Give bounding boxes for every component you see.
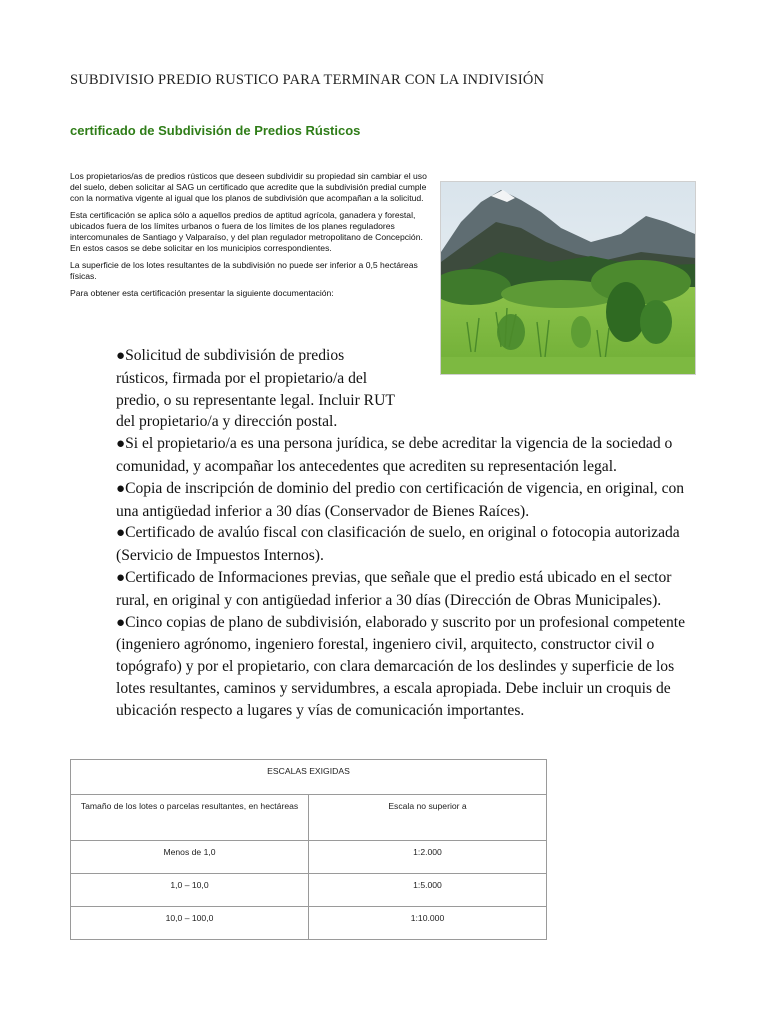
table-row — [71, 841, 547, 874]
table-cell: 1:2.000 — [309, 841, 547, 874]
bullet-icon: ● — [116, 436, 126, 453]
list-item — [116, 612, 696, 722]
table-cell: 1:10.000 — [309, 907, 547, 940]
list-item — [116, 433, 696, 478]
requirement-text: Solicitud de subdivisión de predios rústicos, firmada por el propietario/a del predio, o su representante legal. Incluir RUT del propietario/a y dirección postal. — [116, 347, 395, 431]
table-header-row — [71, 795, 547, 841]
document-subtitle: certificado de Subdivisión de Predios Rústicos — [70, 123, 361, 138]
document-title: SUBDIVISIO PREDIO RUSTICO PARA TERMINAR CON LA INDIVISIÓN — [70, 72, 545, 88]
scales-table — [70, 759, 547, 940]
table-caption: ESCALAS EXIGIDAS — [71, 760, 547, 795]
table-cell: 1:5.000 — [309, 874, 547, 907]
requirement-text: Si el propietario/a es una persona jurídica, se debe acreditar la vigencia de la sociedad o comunidad, y acompañar los antecedentes que acrediten su representación legal. — [116, 435, 673, 475]
list-item — [116, 522, 696, 567]
table-header-size: Tamaño de los lotes o parcelas resultantes, en hectáreas — [71, 795, 309, 841]
table-cell: 10,0 – 100,0 — [71, 907, 309, 940]
requirement-text: Copia de inscripción de dominio del predio con certificación de vigencia, en original, con una antigüedad inferior a 30 días (Conservador de Bienes Raíces). — [116, 479, 685, 520]
list-item — [116, 345, 696, 433]
list-item — [116, 567, 696, 612]
list-item — [116, 478, 696, 523]
bullet-icon: ● — [116, 569, 126, 586]
requirements-list — [116, 345, 696, 722]
bullet-icon: ● — [116, 480, 126, 497]
intro-paragraph: Los propietarios/as de predios rústicos que deseen subdividir su propiedad sin cambiar el uso del suelo, deben solicitar al SAG un certificado que acredite que la subdivisión predial cumple con la normativa vigente al igual que los planos de subdivisión que acompañan a la solicitud. — [70, 171, 427, 203]
table-row — [71, 907, 547, 940]
intro-paragraph: Para obtener esta certificación presentar la siguiente documentación: — [70, 288, 334, 298]
intro-text — [70, 171, 432, 305]
requirement-text: Certificado de Informaciones previas, que señale que el predio está ubicado en el sector rural, en original y con antigüedad inferior a 30 días (Dirección de Obras Municipales). — [116, 568, 672, 609]
table-header-scale: Escala no superior a — [309, 795, 547, 841]
bullet-icon: ● — [116, 348, 126, 364]
bullet-icon: ● — [116, 525, 126, 542]
table-caption-row — [71, 760, 547, 795]
bullet-icon: ● — [116, 614, 126, 631]
table-cell: 1,0 – 10,0 — [71, 874, 309, 907]
intro-paragraph: La superficie de los lotes resultantes de la subdivisión no puede ser inferior a 0,5 hectáreas físicas. — [70, 260, 418, 281]
requirement-text: Cinco copias de plano de subdivisión, elaborado y suscrito por un profesional competente (ingeniero agrónomo, ingeniero forestal, ingeniero civil, arquitecto, constructor civil o topógrafo) y por el propietario, con clara demarcación de los deslindes y superficie de los lotes resultantes, caminos y servidumbres, a escala apropiada. Debe incluir un croquis de ubicación respecto a lugares y vías de comunicación importantes. — [116, 613, 686, 719]
requirement-text: Certificado de avalúo fiscal con clasificación de suelo, en original o fotocopia autorizada (Servicio de Impuestos Internos). — [116, 524, 680, 565]
table-cell: Menos de 1,0 — [71, 841, 309, 874]
table-row — [71, 874, 547, 907]
intro-paragraph: Esta certificación se aplica sólo a aquellos predios de aptitud agrícola, ganadera y forestal, ubicados fuera de los límites urbanos o fuera de los límites de los planes reguladores intercomunales de Santiago y Valparaíso, y del plan regulador metropolitano de Concepción. En estos casos se debe solicitar en los municipios correspondientes. — [70, 210, 423, 253]
